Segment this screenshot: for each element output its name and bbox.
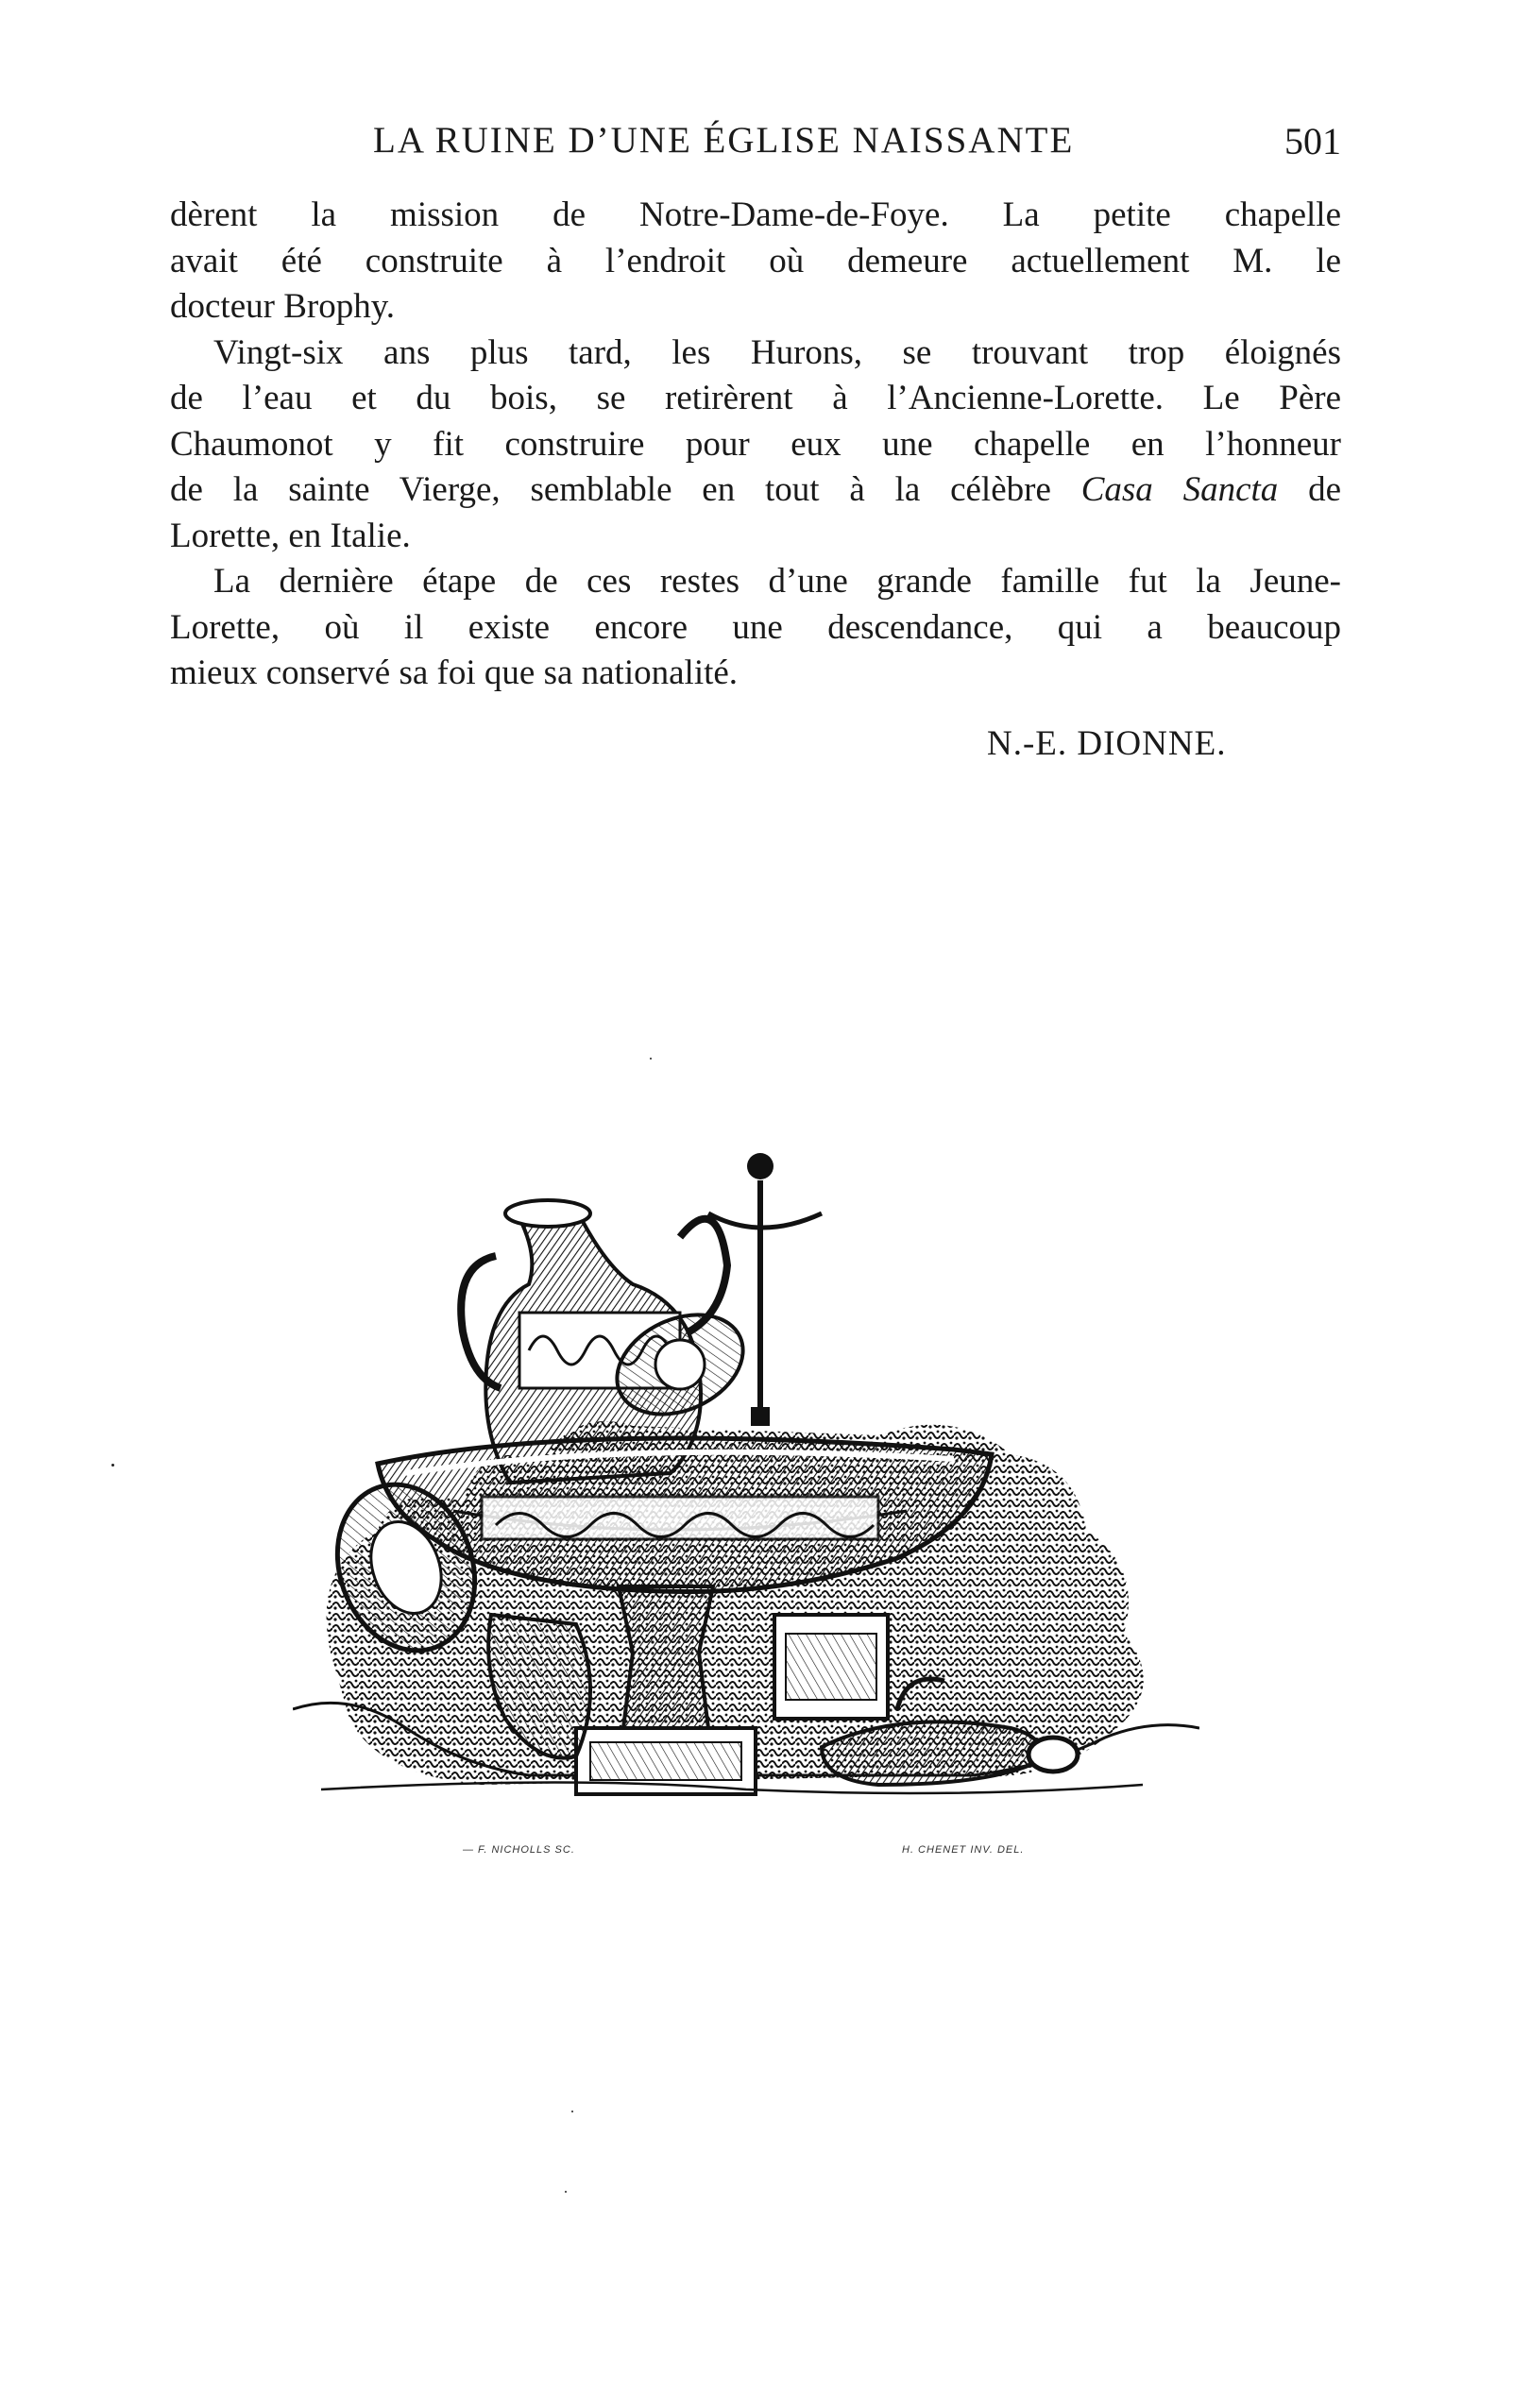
text-segment: de la sainte Vierge, semblable en tout à la célèbre bbox=[170, 470, 1081, 509]
text-line: La dernière étape de ces restes d’une grande famille fut la Jeune- bbox=[213, 562, 1341, 601]
print-speck bbox=[571, 2111, 573, 2112]
print-speck bbox=[111, 1464, 114, 1467]
running-title: LA RUINE D’UNE ÉGLISE NAISSANTE bbox=[373, 120, 1075, 161]
engraver-credit: — F. NICHOLLS SC. bbox=[463, 1844, 575, 1856]
vessels-engraving bbox=[293, 1124, 1199, 1898]
print-speck bbox=[565, 2191, 567, 2193]
page-header bbox=[170, 111, 1341, 168]
text-line: Chaumonot y fit construire pour eux une chapelle en l’honneur bbox=[170, 424, 1341, 464]
text-line: dèrent la mission de Notre-Dame-de-Foye. La petite chapelle bbox=[170, 195, 1341, 234]
page-number: 501 bbox=[1284, 120, 1341, 162]
text-line: docteur Brophy. bbox=[170, 287, 396, 326]
text-line: avait été construite à l’endroit où demeure actuellement M. le bbox=[170, 241, 1341, 280]
text-line: Vingt-six ans plus tard, les Hurons, se trouvant trop éloignés bbox=[213, 332, 1341, 372]
text-line: Lorette, où il existe encore une descendance, qui a beaucoup bbox=[170, 607, 1341, 647]
italic-title: Casa Sancta bbox=[1080, 470, 1279, 509]
designer-credit: H. CHENET INV. DEL. bbox=[902, 1844, 1025, 1856]
text-line bbox=[170, 467, 1341, 514]
text-line: de l’eau et du bois, se retirèrent à l’Ancienne-Lorette. Le Père bbox=[170, 379, 1341, 417]
engraving-illustration bbox=[293, 1124, 1199, 1898]
author-signature: N.-E. DIONNE. bbox=[987, 724, 1227, 763]
text-segment: de bbox=[1278, 470, 1342, 509]
text-line: mieux conservé sa foi que sa nationalité. bbox=[170, 653, 739, 692]
print-speck bbox=[650, 1058, 652, 1060]
body-text bbox=[170, 193, 1341, 697]
text-line: Lorette, en Italie. bbox=[170, 516, 411, 555]
